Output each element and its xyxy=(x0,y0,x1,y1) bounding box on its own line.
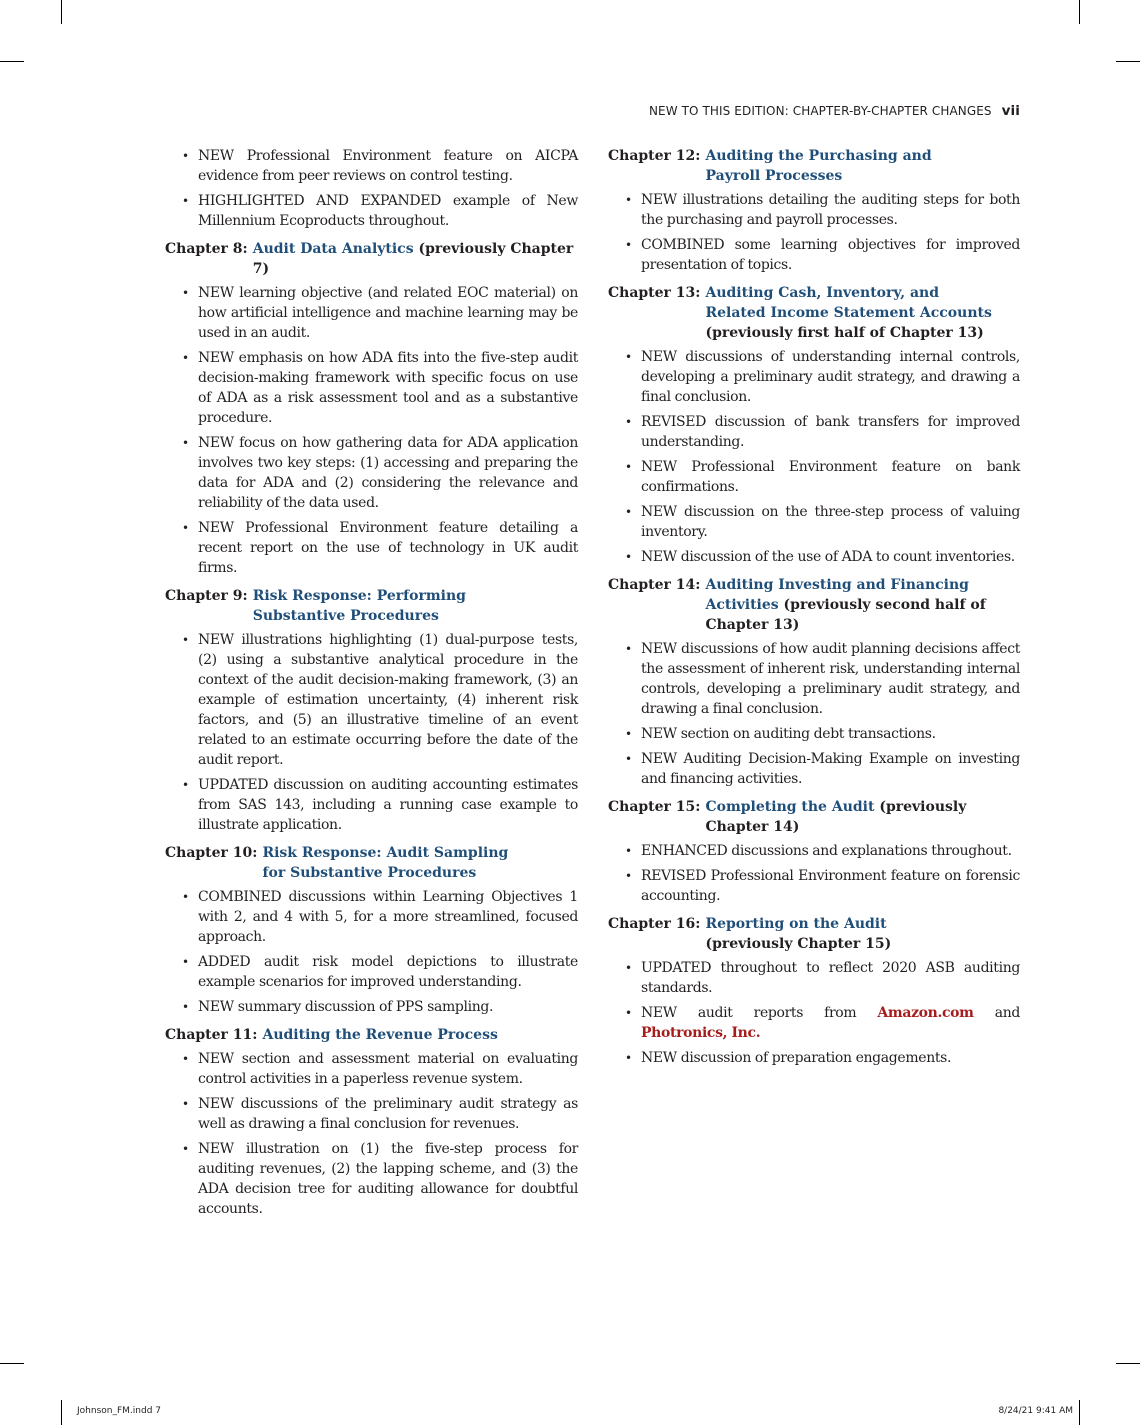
crop-mark xyxy=(0,61,24,62)
chapter-15-section xyxy=(608,797,1020,906)
list-item-text: and xyxy=(973,1005,1020,1021)
crop-mark xyxy=(61,1400,62,1425)
chapter-label: Chapter 8: xyxy=(165,241,248,257)
chapter-label: Chapter 14: xyxy=(608,577,701,593)
chapter-9-section xyxy=(165,586,578,835)
list-item: • NEW focus on how gathering data for ADA application involves two key steps: (1) accessing and preparing the data for ADA and (2) considering the relevance and reliability of the data used. xyxy=(165,433,578,513)
crop-mark xyxy=(1116,1363,1140,1364)
chapter-label: Chapter 13: xyxy=(608,285,701,301)
chapter-heading xyxy=(165,586,578,626)
chapter-heading xyxy=(608,575,1020,635)
list-item: • NEW emphasis on how ADA fits into the five-step audit decision-making framework with specific focus on use of ADA as a risk assessment tool and as a substantive procedure. xyxy=(165,348,578,428)
chapter-title: Reporting on the Audit xyxy=(705,916,887,932)
chapter-note: (previously Chapter 14) xyxy=(705,799,967,835)
chapter-title: Completing the Audit xyxy=(705,799,875,815)
chapter-heading xyxy=(608,146,1020,186)
list-item: • REVISED Professional Environment feature on forensic accounting. xyxy=(608,866,1020,906)
list-item: • NEW illustrations detailing the auditing steps for both the purchasing and payroll processes. xyxy=(608,190,1020,230)
list-item: • NEW discussions of the preliminary audit strategy as well as drawing a final conclusion for revenues. xyxy=(165,1094,578,1134)
chapter-note: (previously first half of Chapter 13) xyxy=(705,325,984,341)
chapter-14-section xyxy=(608,575,1020,789)
running-head xyxy=(649,103,1020,119)
list-item: • NEW section and assessment material on evaluating control activities in a paperless revenue system. xyxy=(165,1049,578,1089)
slug-file: Johnson_FM.indd 7 xyxy=(77,1406,161,1416)
chapter-title: Auditing Cash, Inventory, and Related Income Statement Accounts xyxy=(705,285,992,321)
list-item: • NEW discussion on the three-step process of valuing inventory. xyxy=(608,502,1020,542)
crop-mark xyxy=(1079,1400,1080,1425)
chapter-heading xyxy=(165,1025,578,1045)
left-column xyxy=(165,146,578,1227)
chapter-13-section xyxy=(608,283,1020,567)
bullet-list xyxy=(165,283,578,578)
list-item: • NEW discussions of how audit planning decisions affect the assessment of inherent risk, understanding internal controls, developing a preliminary audit strategy, and drawing a final conclusion. xyxy=(608,639,1020,719)
bullet-list xyxy=(608,347,1020,567)
list-item: • UPDATED throughout to reflect 2020 ASB auditing standards. xyxy=(608,958,1020,998)
list-item: • NEW discussion of the use of ADA to count inventories. xyxy=(608,547,1020,567)
bullet-list xyxy=(165,887,578,1017)
chapter-12-section xyxy=(608,146,1020,275)
chapter-title: Risk Response: Performing Substantive Procedures xyxy=(252,588,466,624)
chapter-label: Chapter 15: xyxy=(608,799,701,815)
chapter-label: Chapter 16: xyxy=(608,916,701,932)
chapter-note: (previously Chapter 15) xyxy=(705,936,892,952)
right-column xyxy=(608,146,1020,1076)
chapter-11-section xyxy=(165,1025,578,1219)
chapter-title: Audit Data Analytics xyxy=(252,241,414,257)
chapter-heading xyxy=(608,914,1020,954)
bullet-list xyxy=(165,146,578,231)
bullet-list xyxy=(608,841,1020,906)
list-item: • NEW Professional Environment feature on bank confirmations. xyxy=(608,457,1020,497)
list-item: • NEW discussion of preparation engagements. xyxy=(608,1048,1020,1068)
company-name-amazon: Amazon.com xyxy=(877,1005,974,1021)
chapter-label: Chapter 10: xyxy=(165,845,258,861)
list-item: • COMBINED discussions within Learning Objectives 1 with 2, and 4 with 5, for a more streamlined, focused approach. xyxy=(165,887,578,947)
crop-mark xyxy=(61,0,62,24)
chapter-label: Chapter 9: xyxy=(165,588,248,604)
chapter-label: Chapter 11: xyxy=(165,1027,258,1043)
chapter-heading xyxy=(165,843,578,883)
list-item: • NEW Professional Environment feature on AICPA evidence from peer reviews on control testing. xyxy=(165,146,578,186)
crop-mark xyxy=(0,1363,24,1364)
list-item: • COMBINED some learning objectives for improved presentation of topics. xyxy=(608,235,1020,275)
list-item: • UPDATED discussion on auditing accounting estimates from SAS 143, including a running case example to illustrate application. xyxy=(165,775,578,835)
list-item: • NEW section on auditing debt transactions. xyxy=(608,724,1020,744)
chapter-note: (previously Chapter 7) xyxy=(252,241,574,277)
chapter-16-section xyxy=(608,914,1020,1068)
list-item: • NEW illustrations highlighting (1) dual-purpose tests, (2) using a substantive analytical procedure in the context of the audit decision-making framework, (3) an example of estimation uncertainty, (4) inherent risk factors, and (5) an illustrative timeline of an event related to an estimate occurring before the date of the audit report. xyxy=(165,630,578,770)
chapter-label: Chapter 12: xyxy=(608,148,701,164)
bullet-list xyxy=(608,190,1020,275)
intro-section xyxy=(165,146,578,231)
list-item: • NEW learning objective (and related EOC material) on how artificial intelligence and machine learning may be used in an audit. xyxy=(165,283,578,343)
list-item: • REVISED discussion of bank transfers for improved understanding. xyxy=(608,412,1020,452)
bullet-list xyxy=(165,630,578,835)
page-number: vii xyxy=(1001,103,1020,119)
running-head-title: NEW TO THIS EDITION: CHAPTER-BY-CHAPTER CHANGES xyxy=(648,104,992,118)
chapter-8-section xyxy=(165,239,578,578)
crop-mark xyxy=(1116,61,1140,62)
list-item xyxy=(608,1003,1020,1043)
list-item: • NEW Professional Environment feature detailing a recent report on the use of technology in UK audit firms. xyxy=(165,518,578,578)
slug-datetime: 8/24/21 9:41 AM xyxy=(998,1406,1073,1416)
bullet-list xyxy=(165,1049,578,1219)
chapter-heading xyxy=(608,283,1020,343)
list-item: • ADDED audit risk model depictions to illustrate example scenarios for improved understanding. xyxy=(165,952,578,992)
list-item: • HIGHLIGHTED AND EXPANDED example of New Millennium Ecoproducts throughout. xyxy=(165,191,578,231)
list-item: • NEW Auditing Decision-Making Example on investing and financing activities. xyxy=(608,749,1020,789)
list-item: • NEW illustration on (1) the five-step process for auditing revenues, (2) the lapping scheme, and (3) the ADA decision tree for auditing allowance for doubtful accounts. xyxy=(165,1139,578,1219)
company-name-photronics: Photronics, Inc xyxy=(641,1025,756,1041)
list-item: • ENHANCED discussions and explanations throughout. xyxy=(608,841,1020,861)
list-item: • NEW summary discussion of PPS sampling. xyxy=(165,997,578,1017)
crop-mark xyxy=(1079,0,1080,24)
list-item-text: . xyxy=(755,1025,761,1041)
chapter-title: Auditing the Purchasing and Payroll Processes xyxy=(705,148,932,184)
chapter-title: Auditing Investing and Financing Activities xyxy=(705,577,969,613)
list-item-text: NEW audit reports from xyxy=(641,1005,878,1021)
bullet-list xyxy=(608,639,1020,789)
chapter-heading xyxy=(165,239,578,279)
bullet-list xyxy=(608,958,1020,1068)
chapter-heading xyxy=(608,797,1020,837)
chapter-title: Auditing the Revenue Process xyxy=(262,1027,498,1043)
list-item: • NEW discussions of understanding internal controls, developing a preliminary audit strategy, and drawing a final conclusion. xyxy=(608,347,1020,407)
chapter-10-section xyxy=(165,843,578,1017)
chapter-note: (previously second half of Chapter 13) xyxy=(705,597,986,633)
chapter-title: Risk Response: Audit Sampling for Substantive Procedures xyxy=(262,845,509,881)
